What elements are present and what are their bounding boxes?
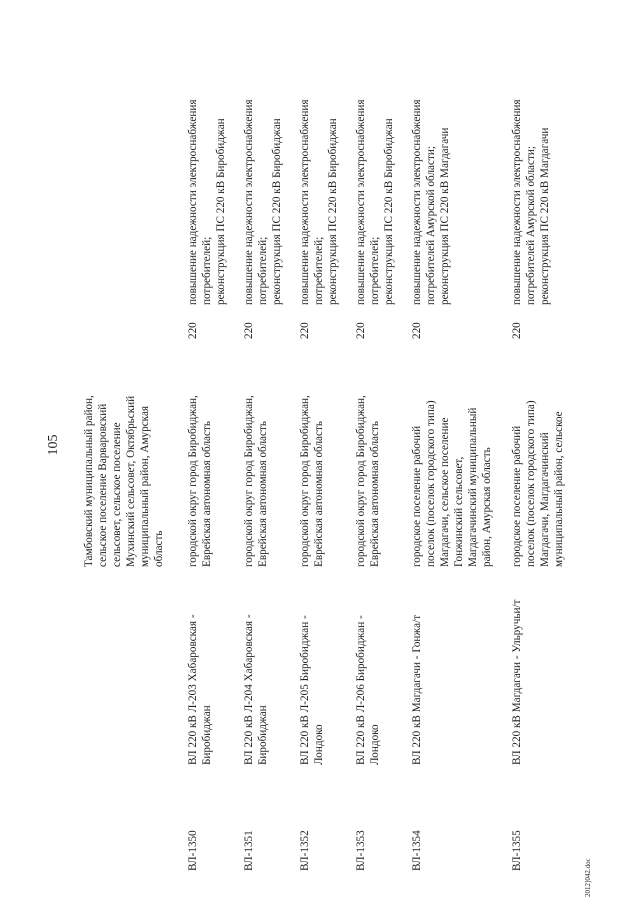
row-location	[354, 395, 382, 567]
row-location-line: городской округ город Биробиджан,	[355, 395, 367, 567]
row-code: ВЛ-1355	[511, 830, 523, 871]
row-purpose-line: повышение надежности электроснабжения	[243, 99, 255, 305]
row-location-line: Магдагачи, Магдагачинский	[539, 432, 551, 567]
row-purpose-line: потребителей Амурской области;	[425, 146, 437, 305]
row-purpose	[510, 100, 552, 305]
location-continuation-line: сельсовет, сельское поселение	[111, 422, 123, 567]
doc-filename: 2012]042.doc	[584, 858, 592, 897]
row-location-line: Еврейская автономная область	[257, 421, 269, 567]
row-line-name-line: Биробиджан	[201, 705, 213, 765]
row-line-name-line: ВЛ 220 кВ Л-205 Биробиджан -	[299, 615, 311, 765]
row-voltage: 220	[299, 322, 311, 339]
row-location-line: Еврейская автономная область	[201, 421, 213, 567]
row-code: ВЛ-1350	[187, 830, 199, 871]
row-code: ВЛ-1354	[411, 830, 423, 871]
row-location-line: поселок (поселок городского типа)	[425, 400, 437, 567]
row-line-name-line: ВЛ 220 кВ Магдагачи - Гонжа/т	[411, 614, 423, 765]
row-purpose-line: реконструкция ПС 220 кВ Биробиджан	[271, 118, 283, 305]
row-code: ВЛ-1353	[355, 830, 367, 871]
row-purpose-line: реконструкция ПС 220 кВ Магдагачи	[439, 127, 451, 305]
row-location-line: Еврейская автономная область	[369, 421, 381, 567]
row-line-name-line: ВЛ 220 кВ Л-203 Хабаровская -	[187, 614, 199, 765]
location-continuation-line: область	[153, 530, 165, 567]
row-purpose-line: реконструкция ПС 220 кВ Биробиджан	[215, 118, 227, 305]
row-line-name-line: ВЛ 220 кВ Л-204 Хабаровская -	[243, 614, 255, 765]
row-purpose-line: повышение надежности электроснабжения	[511, 99, 523, 305]
location-continuation-line: муниципальный район, Амурская	[139, 405, 151, 567]
row-line-name-line: ВЛ 220 кВ Магдагачи - Ульручьи/т	[511, 599, 523, 765]
row-location-line: муниципальный район, сельское	[553, 411, 565, 567]
row-line-name	[354, 615, 382, 765]
row-location-line: городской округ город Биробиджан,	[243, 395, 255, 567]
row-location-line: Магдагачи, сельское поселение	[439, 417, 451, 567]
row-location-line: городской округ город Биробиджан,	[299, 395, 311, 567]
row-purpose-line: повышение надежности электроснабжения	[355, 99, 367, 305]
row-purpose	[186, 100, 228, 305]
row-line-name	[510, 600, 524, 765]
row-voltage: 220	[243, 322, 255, 339]
row-voltage: 220	[355, 322, 367, 339]
row-purpose	[298, 100, 340, 305]
row-location	[510, 400, 566, 567]
row-purpose-line: реконструкция ПС 220 кВ Биробиджан	[327, 118, 339, 305]
row-line-name-line: Лондоко	[313, 724, 325, 765]
row-location-line: городское поселение рабочий	[411, 425, 423, 567]
row-purpose-line: реконструкция ПС 220 кВ Биробиджан	[383, 118, 395, 305]
row-line-name-line: Биробиджан	[257, 705, 269, 765]
row-purpose-line: потребителей;	[369, 236, 381, 305]
row-purpose-line: потребителей Амурской области;	[525, 146, 537, 305]
row-voltage: 220	[511, 322, 523, 339]
row-voltage: 220	[411, 322, 423, 339]
row-code: ВЛ-1351	[243, 830, 255, 871]
row-purpose-line: повышение надежности электроснабжения	[411, 99, 423, 305]
row-location-line: городской округ город Биробиджан,	[187, 395, 199, 567]
row-location-line: район, Амурская область	[481, 447, 493, 567]
row-line-name	[186, 614, 214, 765]
row-purpose-line: повышение надежности электроснабжения	[187, 99, 199, 305]
row-purpose-line: повышение надежности электроснабжения	[299, 99, 311, 305]
row-location-line: Гонжинский сельсовет,	[453, 456, 465, 567]
row-purpose-line: реконструкция ПС 220 кВ Магдагачи	[539, 127, 551, 305]
row-location	[186, 395, 214, 567]
row-location	[410, 400, 494, 567]
row-location-line: Магдагачинский муниципальный	[467, 407, 479, 567]
row-line-name-line: ВЛ 220 кВ Л-206 Биробиджан -	[355, 615, 367, 765]
row-location-line: поселок (поселок городского типа)	[525, 400, 537, 567]
row-purpose-line: потребителей;	[313, 236, 325, 305]
row-purpose	[242, 100, 284, 305]
location-continuation-line: Мухинский сельсовет, Октябрьский	[125, 395, 137, 567]
row-purpose	[410, 100, 452, 305]
row-location-line: Еврейская автономная область	[313, 421, 325, 567]
row-purpose-line: потребителей;	[201, 236, 213, 305]
row-location	[298, 395, 326, 567]
row-purpose	[354, 100, 396, 305]
row-purpose-line: потребителей;	[257, 236, 269, 305]
location-continuation	[82, 395, 166, 567]
row-voltage: 220	[187, 322, 199, 339]
row-line-name	[410, 615, 424, 765]
row-code: ВЛ-1352	[299, 830, 311, 871]
row-line-name	[242, 614, 270, 765]
location-continuation-line: сельское поселение Варваровский	[97, 403, 109, 567]
row-line-name-line: Лондоко	[369, 724, 381, 765]
row-line-name	[298, 615, 326, 765]
row-location-line: городское поселение рабочий	[511, 425, 523, 567]
row-location	[242, 395, 270, 567]
page-number: 105	[46, 434, 61, 456]
location-continuation-line: Тамбовский муниципальный район,	[83, 395, 95, 567]
